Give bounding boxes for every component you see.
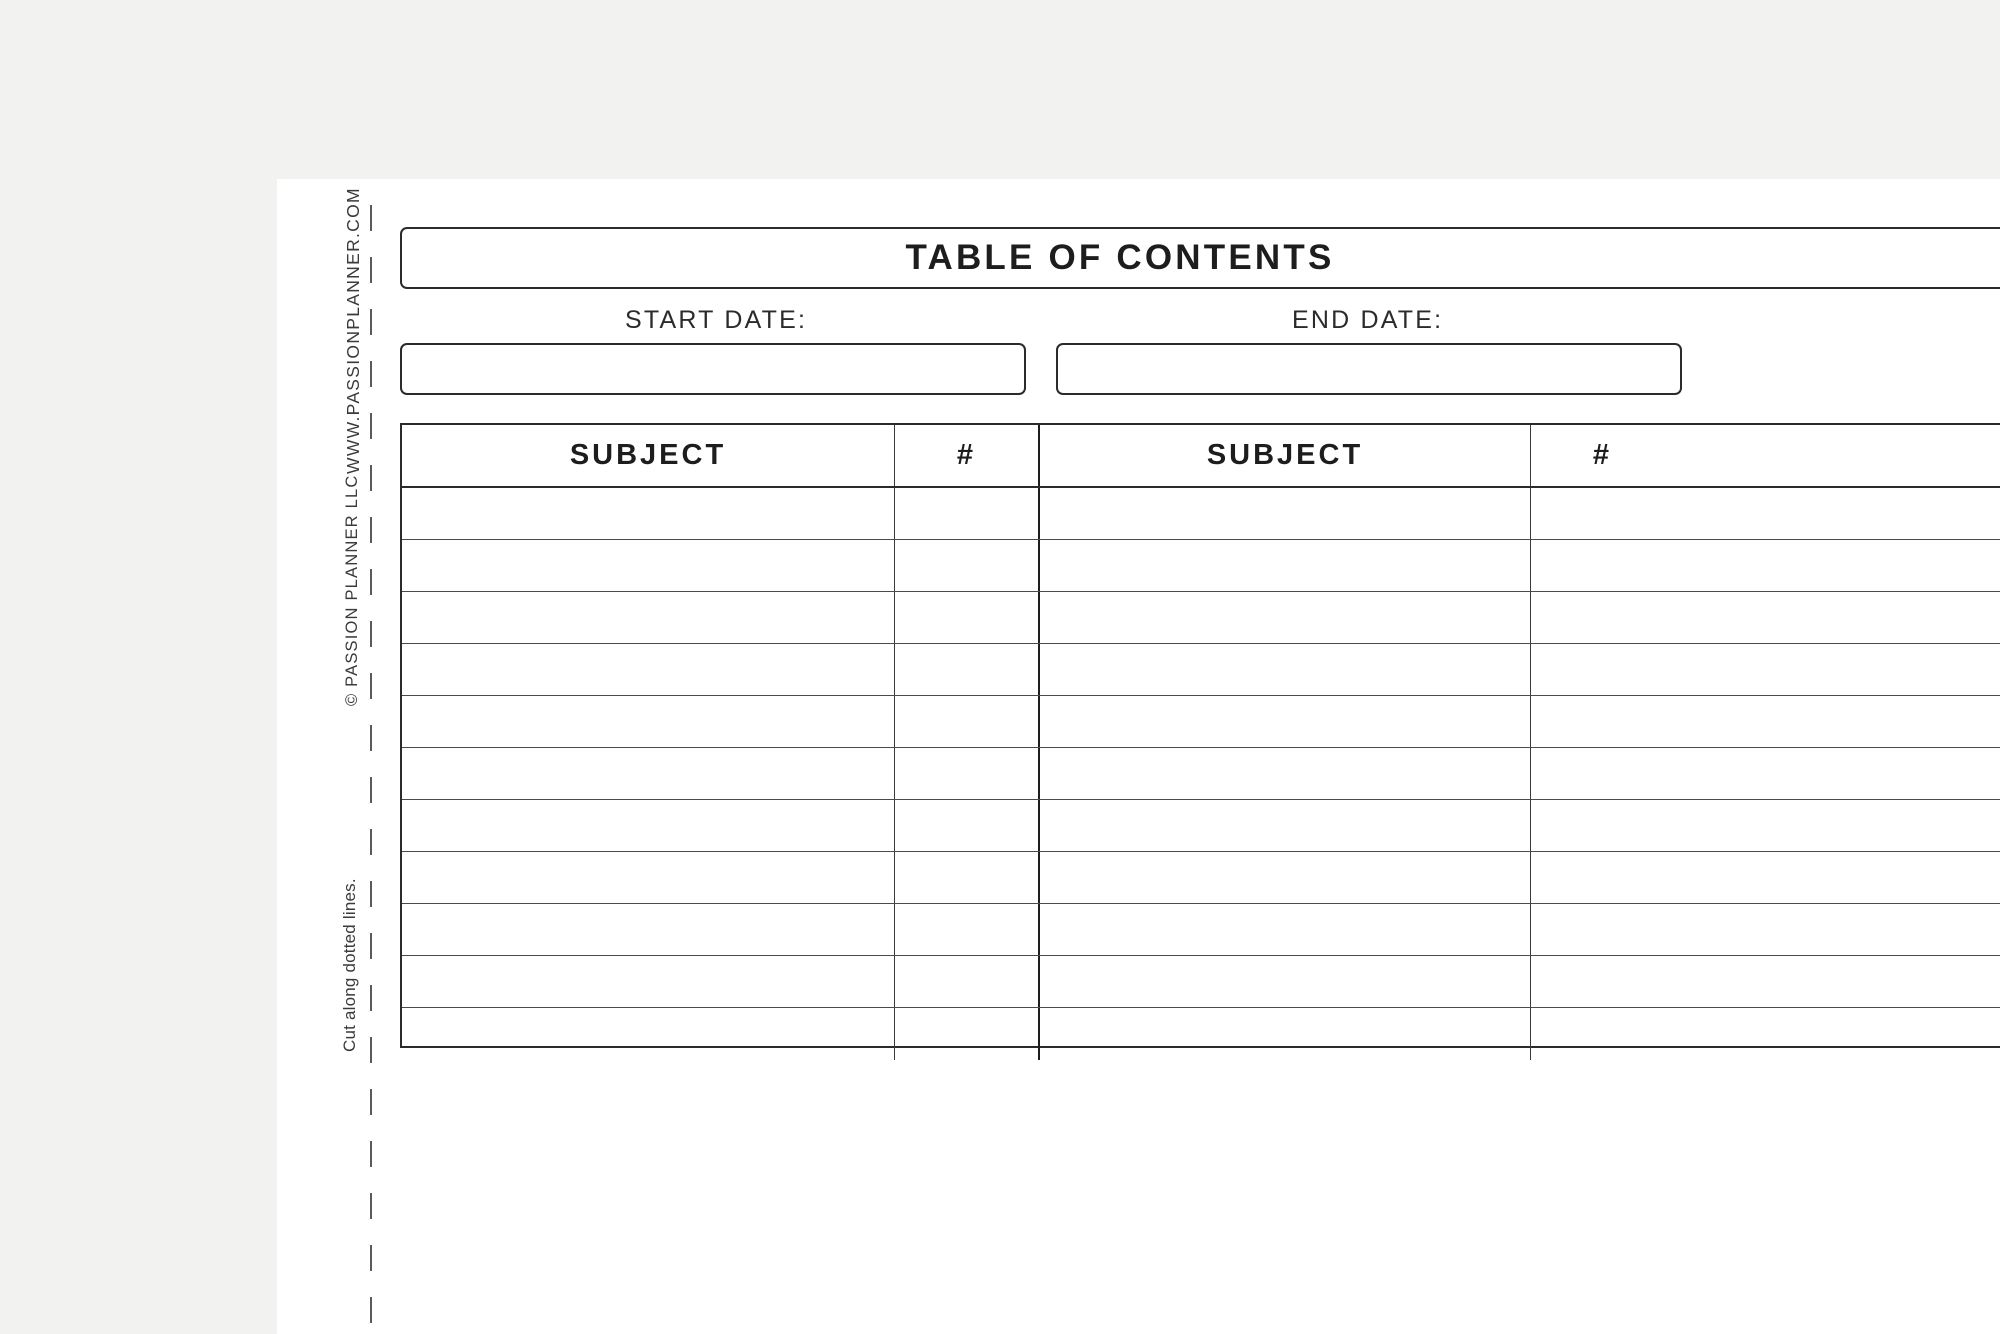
cell-subject-left[interactable] — [402, 852, 894, 903]
table-row[interactable] — [402, 748, 2000, 800]
cell-subject-right[interactable] — [1038, 904, 1530, 955]
table-row[interactable] — [402, 540, 2000, 592]
column-header-subject-right: SUBJECT — [1038, 425, 1530, 486]
cell-number-right[interactable] — [1530, 1008, 1674, 1060]
cell-number-left[interactable] — [894, 540, 1038, 591]
cell-number-left[interactable] — [894, 748, 1038, 799]
column-header-number-right: # — [1530, 425, 1674, 486]
page-title: TABLE OF CONTENTS — [905, 238, 1335, 277]
cell-subject-left[interactable] — [402, 1008, 894, 1060]
table-of-contents-table — [400, 423, 2000, 1048]
cell-subject-left[interactable] — [402, 696, 894, 747]
cell-number-left[interactable] — [894, 800, 1038, 851]
table-row[interactable] — [402, 644, 2000, 696]
table-row[interactable] — [402, 800, 2000, 852]
end-date-input[interactable] — [1056, 343, 1682, 395]
page-title-banner — [400, 227, 2000, 289]
cell-number-left[interactable] — [894, 852, 1038, 903]
cell-subject-right[interactable] — [1038, 644, 1530, 695]
cell-subject-right[interactable] — [1038, 1008, 1530, 1060]
cell-number-right[interactable] — [1530, 956, 1674, 1007]
sidebar-copyright-text: © PASSION PLANNER LLC — [343, 474, 361, 706]
cell-subject-left[interactable] — [402, 748, 894, 799]
table-row[interactable] — [402, 1008, 2000, 1060]
cell-subject-right[interactable] — [1038, 956, 1530, 1007]
dotted-cut-line — [370, 205, 372, 1334]
cell-number-left[interactable] — [894, 904, 1038, 955]
column-header-subject-left: SUBJECT — [569, 439, 727, 471]
sidebar-cut-instruction-text: Cut along dotted lines. — [340, 878, 359, 1052]
cell-number-right[interactable] — [1530, 540, 1674, 591]
cell-subject-left[interactable] — [402, 644, 894, 695]
cell-number-left[interactable] — [894, 696, 1038, 747]
cell-number-left[interactable] — [894, 644, 1038, 695]
cell-subject-right[interactable] — [1038, 852, 1530, 903]
cell-number-right[interactable] — [1530, 592, 1674, 643]
cell-number-right[interactable] — [1530, 800, 1674, 851]
table-row[interactable] — [402, 488, 2000, 540]
cell-number-left[interactable] — [894, 956, 1038, 1007]
cell-subject-left[interactable] — [402, 592, 894, 643]
cell-number-right[interactable] — [1530, 748, 1674, 799]
cell-number-left[interactable] — [894, 1008, 1038, 1060]
table-row[interactable] — [402, 904, 2000, 956]
cell-number-right[interactable] — [1530, 696, 1674, 747]
cell-number-left[interactable] — [894, 488, 1038, 539]
start-date-label: START DATE: — [625, 306, 808, 334]
cell-subject-left[interactable] — [402, 488, 894, 539]
cell-subject-right[interactable] — [1038, 748, 1530, 799]
cell-number-right[interactable] — [1530, 904, 1674, 955]
cell-number-right[interactable] — [1530, 852, 1674, 903]
column-header-number-left: # — [894, 425, 1038, 486]
cell-subject-right[interactable] — [1038, 592, 1530, 643]
cell-number-left[interactable] — [894, 592, 1038, 643]
cell-subject-right[interactable] — [1038, 488, 1530, 539]
cell-subject-left[interactable] — [402, 956, 894, 1007]
table-row[interactable] — [402, 956, 2000, 1008]
start-date-input[interactable] — [400, 343, 1026, 395]
cell-number-right[interactable] — [1530, 488, 1674, 539]
cell-subject-left[interactable] — [402, 800, 894, 851]
cell-subject-right[interactable] — [1038, 540, 1530, 591]
cell-number-right[interactable] — [1530, 644, 1674, 695]
cell-subject-right[interactable] — [1038, 800, 1530, 851]
cell-subject-left[interactable] — [402, 904, 894, 955]
table-header-row — [402, 425, 2000, 488]
table-row[interactable] — [402, 852, 2000, 904]
cell-subject-left[interactable] — [402, 540, 894, 591]
cell-subject-right[interactable] — [1038, 696, 1530, 747]
table-row[interactable] — [402, 696, 2000, 748]
table-row[interactable] — [402, 592, 2000, 644]
end-date-label: END DATE: — [1292, 306, 1444, 334]
sidebar-website-text: WWW.PASSIONPLANNER.COM — [343, 187, 363, 474]
